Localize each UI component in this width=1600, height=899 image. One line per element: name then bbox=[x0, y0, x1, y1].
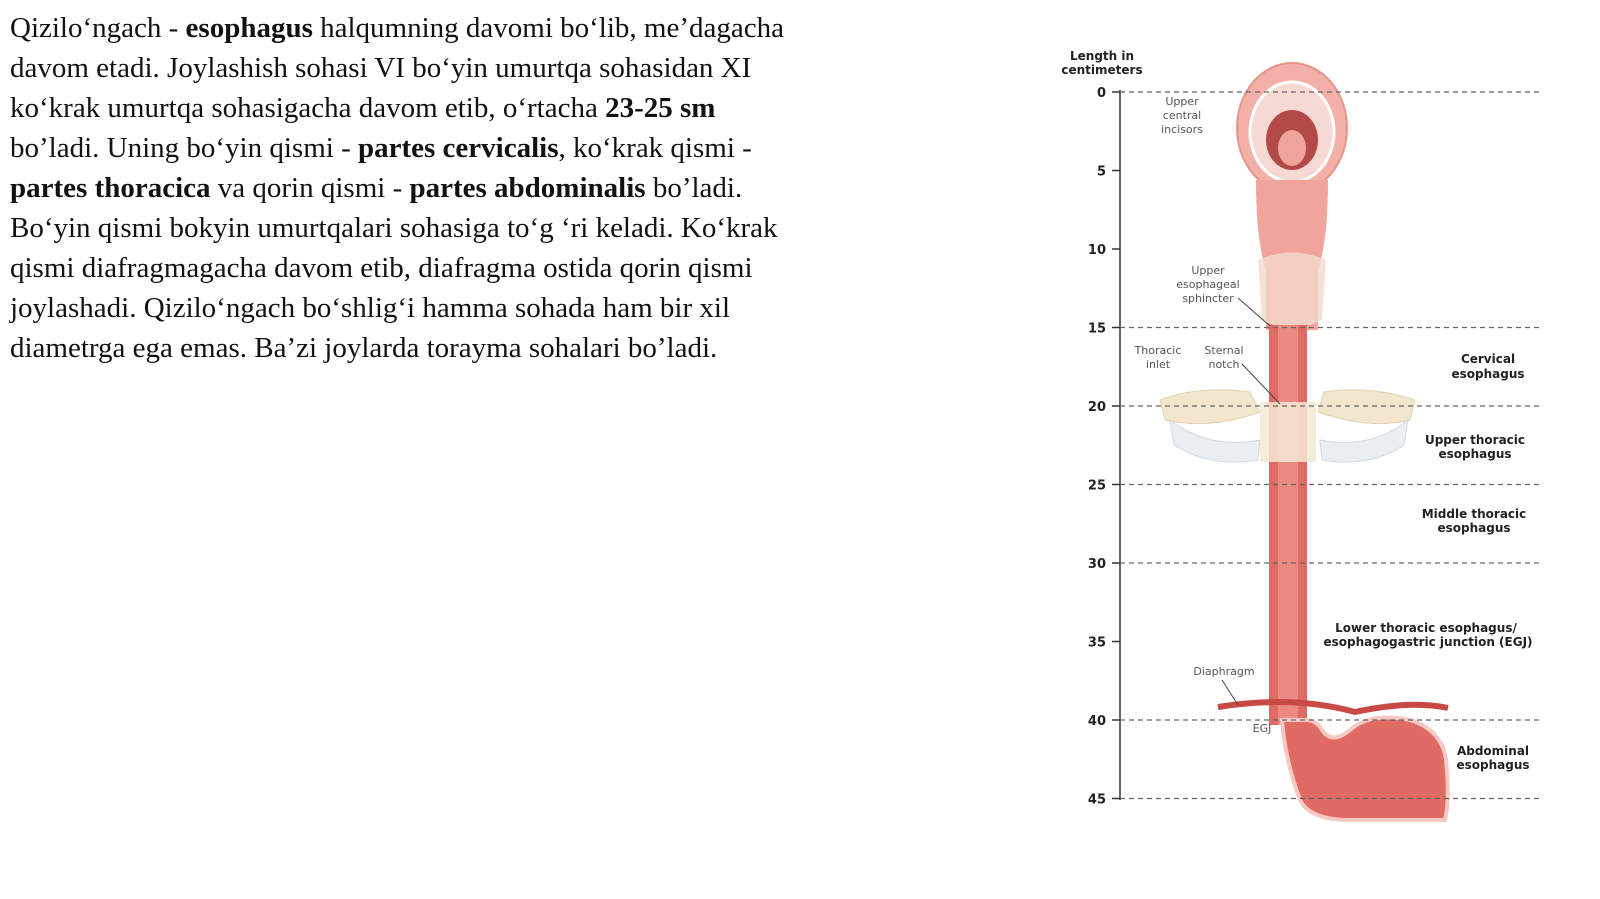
term-partes-thoracica: partes thoracica bbox=[10, 172, 211, 204]
axis-title-line2: centimeters bbox=[1061, 63, 1143, 77]
tick-label: 45 bbox=[1087, 792, 1106, 808]
label-ues-line3: sphincter bbox=[1182, 292, 1234, 305]
text-run: halqumning davomi bo‘lib, me’dagacha davom etadi. Joylashish sohasi VI bo‘yin umurtqa sohasidan XI ko‘krak umurtqa sohasigacha davom etib, o‘rtacha bbox=[10, 12, 784, 124]
label-ues-line2: esophageal bbox=[1176, 278, 1240, 291]
region-upper-thoracic-line2: esophagus bbox=[1438, 447, 1512, 461]
text-run: va qorin qismi - bbox=[210, 172, 410, 204]
term-esophagus: esophagus bbox=[185, 12, 313, 44]
description-paragraph bbox=[10, 8, 800, 368]
pointer-line bbox=[1222, 680, 1238, 705]
region-cervical-line2: esophagus bbox=[1451, 367, 1525, 381]
label-sternal-notch-line2: notch bbox=[1208, 358, 1240, 371]
label-incisors-line2: central bbox=[1162, 109, 1202, 122]
anatomy-illustration bbox=[1160, 63, 1448, 820]
text-run: , ko‘krak qismi - bbox=[558, 132, 752, 164]
esophagus-diagram bbox=[1061, 40, 1590, 860]
stomach-icon bbox=[1282, 718, 1448, 820]
rib-left-icon bbox=[1170, 420, 1260, 462]
text-run: bo’ladi. Uning bo‘yin qismi - bbox=[10, 132, 358, 164]
label-thoracic-inlet-line2: inlet bbox=[1145, 358, 1171, 371]
tick-label: 0 bbox=[1096, 86, 1106, 101]
diaphragm-icon bbox=[1218, 702, 1448, 712]
tick-label: 15 bbox=[1087, 321, 1106, 337]
axis-title-line1: Length in bbox=[1069, 49, 1135, 63]
cartilage-icon bbox=[1258, 253, 1326, 328]
region-cervical-line1: Cervical bbox=[1460, 352, 1516, 366]
tick-label: 25 bbox=[1087, 478, 1106, 494]
text-run: bo’ladi. Bo‘yin qismi bokyin umurtqalari sohasiga to‘g ‘ri keladi. Ko‘krak qismi diafragmagacha davom etib, diafragma ostida qorin qismi joylashadi. Qizilo‘ngach bo‘shlig‘i hamma sohada ham bir xil diametrga ega emas. Ba’zi joylarda torayma sohalari bo’ladi. bbox=[10, 172, 778, 364]
tick-label: 30 bbox=[1087, 557, 1106, 572]
label-sternal-notch-line1: Sternal bbox=[1204, 344, 1244, 357]
label-diaphragm: Diaphragm bbox=[1193, 665, 1255, 678]
tick-label: 5 bbox=[1096, 164, 1106, 180]
region-middle-thoracic-line2: esophagus bbox=[1437, 521, 1511, 535]
label-incisors-line3: incisors bbox=[1161, 123, 1203, 136]
region-middle-thoracic-line1: Middle thoracic bbox=[1421, 507, 1527, 521]
tick-label: 20 bbox=[1087, 400, 1106, 415]
term-partes-abdominalis: partes abdominalis bbox=[409, 172, 646, 204]
clavicle-left-icon bbox=[1160, 390, 1260, 424]
region-abdominal-line1: Abdominal bbox=[1456, 744, 1530, 758]
clavicle-right-icon bbox=[1318, 390, 1415, 424]
label-ues-line1: Upper bbox=[1191, 264, 1225, 277]
rib-right-icon bbox=[1320, 420, 1408, 462]
term-partes-cervicalis: partes cervicalis bbox=[357, 132, 559, 164]
label-thoracic-inlet-line1: Thoracic bbox=[1134, 344, 1182, 357]
tick-label: 35 bbox=[1087, 635, 1106, 651]
tick-label: 40 bbox=[1087, 714, 1106, 729]
length-value: 23-25 sm bbox=[605, 92, 716, 124]
region-lower-thoracic-line1: Lower thoracic esophagus/ bbox=[1335, 621, 1517, 635]
region-upper-thoracic-line1: Upper thoracic bbox=[1424, 433, 1526, 447]
sternum-icon bbox=[1260, 402, 1316, 462]
label-egj: EGJ bbox=[1252, 722, 1272, 735]
label-incisors-line1: Upper bbox=[1165, 95, 1199, 108]
region-abdominal-line2: esophagus bbox=[1456, 758, 1530, 772]
tick-label: 10 bbox=[1087, 243, 1106, 258]
text-run: Qizilo‘ngach - bbox=[10, 12, 186, 44]
region-lower-thoracic-line2: esophagogastric junction (EGJ) bbox=[1323, 635, 1533, 649]
